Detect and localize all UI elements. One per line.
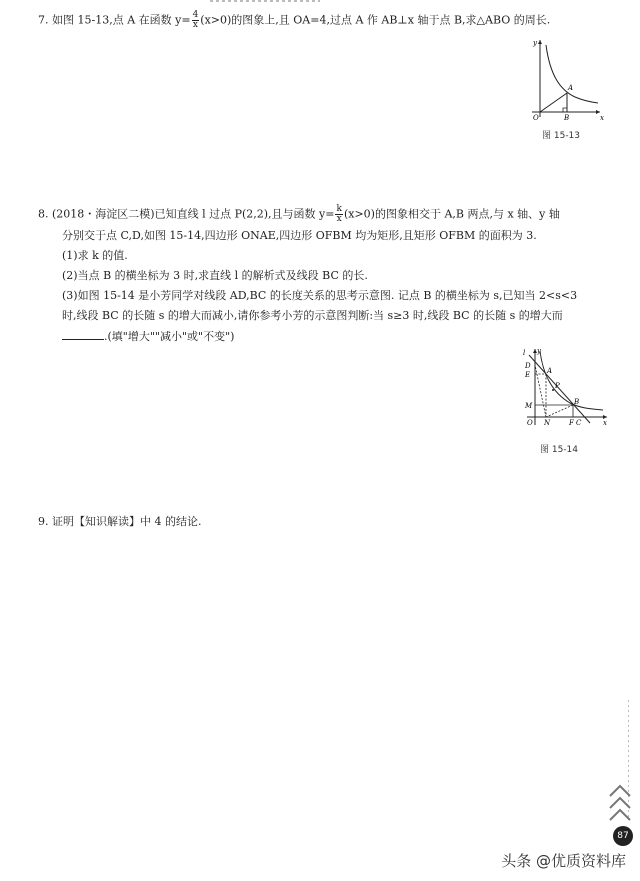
fig13-label-B: B (564, 114, 570, 120)
q7-text-post: (x>0)的图象上,且 OA=4,过点 A 作 AB⊥x 轴于点 B,求△ABO 的周长. (200, 13, 551, 27)
q7-text-pre: 7. 如图 15-13,点 A 在函数 y= (38, 13, 191, 27)
q8-text-pre: 8. (2018・海淀区二模)已知直线 l 过点 P(2,2),且与函数 y= (38, 207, 335, 221)
q8-fraction-denominator: x (336, 214, 342, 224)
q7-fraction (192, 11, 200, 30)
question-8-part-1: (1)求 k 的值. (62, 249, 128, 262)
q7-fraction-denominator: x (192, 20, 198, 30)
fig13-label-y: y (533, 39, 537, 47)
answer-blank[interactable] (62, 329, 104, 340)
q8-fill-instruction: .(填"增大""减小"或"不变") (104, 330, 235, 343)
fig13-label-x: x (600, 114, 604, 120)
fig13-hyperbola (546, 45, 598, 103)
figure-15-14 (515, 345, 610, 430)
fig14-label-N: N (544, 419, 551, 427)
fig14-point-P (552, 389, 554, 391)
figure-15-14-caption: 图 15-14 (540, 445, 579, 455)
fig14-label-y: y (537, 347, 541, 355)
fig14-label-P: P (555, 382, 560, 390)
question-8-part-3-end (62, 329, 234, 344)
fig14-label-C: C (576, 419, 582, 427)
q7-fraction-numerator: 4 (192, 10, 199, 20)
fig14-label-x: x (603, 419, 607, 427)
top-dashed-rule (210, 0, 320, 2)
question-8-part-2: (2)当点 B 的横坐标为 3 时,求直线 l 的解析式及线段 BC 的长. (62, 269, 368, 282)
q8-fraction (335, 205, 342, 224)
fig14-label-E: E (525, 371, 531, 379)
fig14-label-A: A (547, 367, 553, 375)
fig13-label-A: A (568, 84, 574, 92)
q8-fraction-numerator: k (336, 204, 342, 214)
page-number-badge: 87 (613, 826, 633, 846)
figure-15-13 (520, 35, 605, 120)
chevron-up-icon (606, 778, 634, 826)
question-8-line-1 (38, 205, 560, 224)
question-9: 9. 证明【知识解读】中 4 的结论. (38, 515, 202, 528)
fig13-right-angle (563, 108, 567, 112)
fig13-y-arrow (538, 40, 542, 44)
watermark-footer: 头条 @优质资料库 (501, 852, 626, 870)
fig14-label-D: D (525, 362, 531, 370)
fig14-label-l: l (523, 349, 526, 357)
q8-text-post: (x>0)的图象相交于 A,B 两点,与 x 轴、y 轴 (343, 207, 560, 221)
figure-15-13-caption: 图 15-13 (542, 131, 581, 141)
question-8-line-2: 分别交于点 C,D,如图 15-14,四边形 ONAE,四边形 OFBM 均为矩形,且矩形 OFBM 的面积为 3. (62, 229, 537, 242)
fig14-label-F: F (569, 419, 574, 427)
fig14-segment-BN (546, 405, 573, 417)
fig14-label-O: O (527, 419, 533, 427)
question-8-part-3: (3)如图 15-14 是小芳同学对线段 AD,BC 的长度关系的思考示意图. 记点 B 的横坐标为 s,已知当 2<s<3 (62, 289, 578, 302)
fig14-hyperbola (540, 351, 603, 410)
fig14-label-B: B (574, 398, 580, 406)
question-8-part-3-cont: 时,线段 BC 的长随 s 的增大而减小,请你参考小芳的示意图判断:当 s≥3 时,线段 BC 的长随 s 的增大而 (62, 309, 563, 322)
question-7 (38, 11, 550, 30)
fig14-label-M: M (525, 402, 533, 410)
fig13-label-O: O (533, 114, 539, 120)
